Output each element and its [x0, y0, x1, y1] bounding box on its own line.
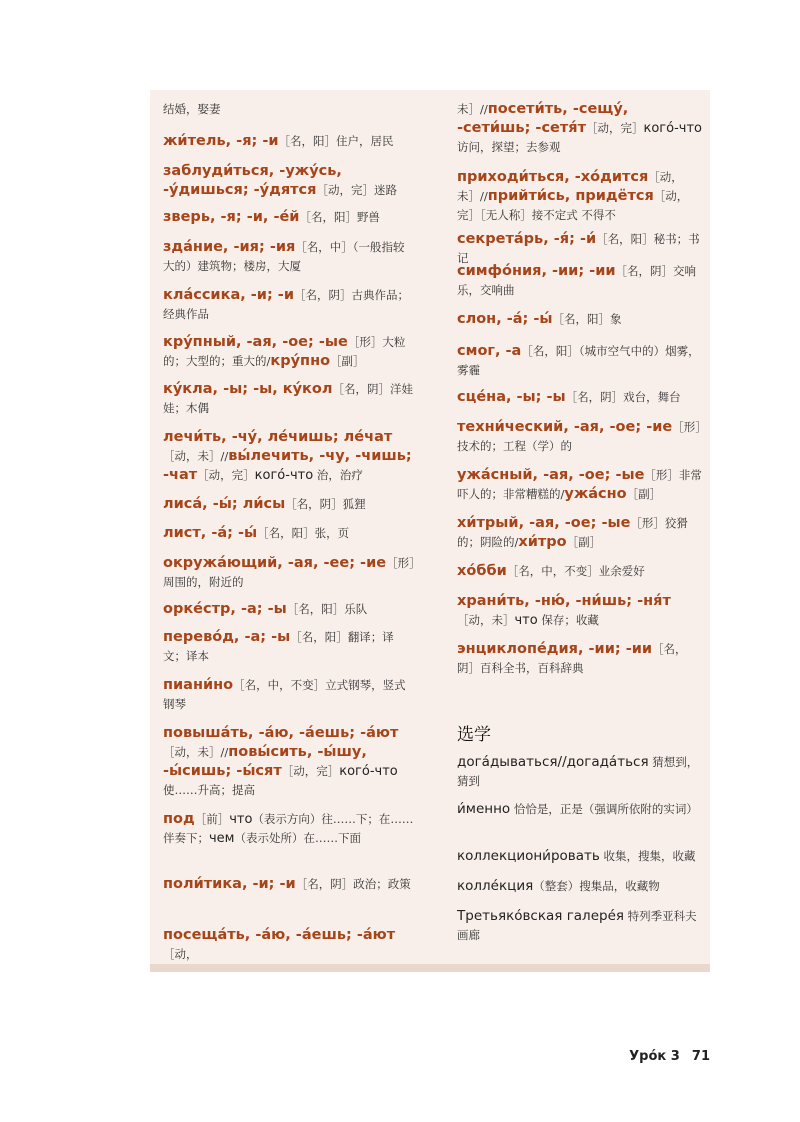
chinese-gloss: ［形］大粒的；大型的；重大的/ — [163, 335, 406, 368]
chinese-gloss: ［名，阳］翻译；译文；译本 — [163, 630, 394, 663]
headword: повыша́ть, -а́ю, -а́ешь; -а́ют — [163, 725, 399, 741]
elective-item — [457, 907, 702, 945]
vocab-entry — [163, 554, 416, 592]
headword: ужа́сно — [564, 486, 627, 502]
vocab-entry — [163, 208, 416, 227]
vocab-entry — [163, 724, 416, 800]
headword: зверь, -я; -и, -е́й — [163, 209, 300, 225]
vocab-entry — [457, 514, 702, 552]
chinese-gloss: ［名，阴］狐狸 — [285, 497, 366, 511]
vocab-entry — [457, 418, 702, 456]
elective-russian-word: и́менно — [457, 801, 511, 817]
chinese-gloss: ［名，阳］住户，居民 — [278, 134, 394, 148]
elective-item — [457, 800, 702, 819]
headword: ужа́сный, -ая, -ое; -ые — [457, 467, 645, 483]
elective-item — [457, 847, 702, 866]
russian-government: кого́-что — [643, 121, 702, 136]
headword: посеща́ть, -а́ю, -а́ешь; -а́ют — [163, 927, 396, 943]
vocab-entry — [163, 100, 416, 119]
vocab-entry — [163, 810, 416, 848]
headword: лист, -а́; -ы́ — [163, 525, 258, 541]
chinese-gloss: 访问，探望；去参观 — [457, 140, 561, 154]
chinese-gloss: ［名，中，不变］业余爱好 — [506, 564, 645, 578]
page-number: 71 — [691, 1049, 710, 1064]
vocab-entry — [163, 238, 416, 276]
headword: повы́сить, -ы́шу, -ы́сишь; -ы́сят — [163, 744, 367, 779]
chinese-gloss: ［名，阳］野兽 — [299, 210, 380, 224]
headword: прийти́сь, придётся — [487, 188, 654, 204]
chinese-gloss: 治，治疗 — [313, 468, 363, 482]
chinese-gloss: ［形］非常吓人的；非常糟糕的/ — [457, 468, 702, 501]
elective-item — [457, 877, 702, 896]
headword: сце́на, -ы; -ы — [457, 389, 566, 405]
chinese-gloss: ［名，中，不变］立式钢琴，竖式钢琴 — [163, 678, 406, 711]
chinese-gloss: 未］// — [457, 102, 488, 116]
vocabulary-panel — [150, 90, 710, 972]
headword: симфо́ния, -ии; -ии — [457, 263, 616, 279]
chinese-gloss: ［名，中］（一般指较大的）建筑物；楼房，大厦 — [163, 240, 405, 273]
chinese-gloss: ［动，完］ — [197, 468, 255, 482]
headword: перево́д, -а; -ы — [163, 629, 291, 645]
chinese-gloss: ［动，未］// — [457, 170, 683, 203]
headword: хи́тро — [518, 534, 567, 550]
headword: лиса́, -ы́; ли́сы — [163, 496, 286, 512]
elective-russian-word: Третьяко́вская галере́я — [457, 908, 624, 924]
vocab-entry — [163, 676, 416, 714]
chinese-gloss: 使……升高；提高 — [163, 783, 255, 797]
russian-government: чем — [209, 831, 235, 846]
lesson-label: Уро́к 3 — [629, 1049, 680, 1064]
headword: энциклопе́дия, -ии; -ии — [457, 641, 653, 657]
vocab-entry — [163, 524, 416, 543]
headword: поли́тика, -и; -и — [163, 876, 296, 892]
vocab-entry — [163, 495, 416, 514]
headword: под — [163, 811, 195, 827]
chinese-gloss: 保存；收藏 — [537, 613, 599, 627]
chinese-gloss: ［副］ — [330, 354, 365, 368]
chinese-gloss: （表示方向）往……下；在……伴奏下； — [163, 812, 414, 845]
headword: ку́кла, -ы; -ы, ку́кол — [163, 381, 333, 397]
vocab-entry — [163, 380, 416, 418]
vocab-entry — [163, 600, 416, 619]
headword: орке́стр, -а; -ы — [163, 601, 287, 617]
elective-russian-word: колле́кция — [457, 878, 534, 894]
headword: смог, -а — [457, 343, 522, 359]
chinese-gloss: ［副］ — [566, 535, 602, 549]
chinese-gloss: ［名，阴］政治；政策 — [295, 877, 411, 891]
headword: лечи́ть, -чу́, ле́чишь; ле́чат — [163, 429, 393, 445]
chinese-gloss: ［名，阴］古典作品；经典作品 — [163, 288, 409, 321]
headword: кру́пно — [270, 353, 331, 369]
chinese-gloss: ［形］技术的；工程（学）的 — [457, 420, 701, 453]
headword: окружа́ющий, -ая, -ее; -ие — [163, 555, 387, 571]
headword: техни́ческий, -ая, -ое; -ие — [457, 419, 673, 435]
vocab-entry — [457, 466, 702, 504]
chinese-gloss: ［动，未］ — [457, 613, 515, 627]
russian-government: что — [229, 812, 253, 827]
headword: кру́пный, -ая, -ое; -ые — [163, 334, 348, 350]
russian-government: кого́-что — [254, 468, 314, 483]
elective-chinese-gloss: 特列季亚科夫画廊 — [457, 909, 697, 942]
chinese-gloss: ［名，阴］百科全书，百科辞典 — [457, 642, 687, 675]
chinese-gloss: ［动，完］ — [281, 764, 340, 778]
elective-chinese-gloss: 恰恰是，正是（强调所依附的实词） — [510, 802, 698, 816]
vocab-entry — [163, 428, 416, 485]
chinese-gloss: ［动，完］［无人称］接不定式 不得不 — [457, 189, 689, 222]
chinese-gloss: ［名，阳］象 — [552, 312, 622, 326]
headword: хо́бби — [457, 563, 507, 579]
headword: хи́трый, -ая, -ое; -ые — [457, 515, 631, 531]
vocab-entry — [163, 132, 416, 151]
headword: храни́ть, -ню́, -ни́шь; -ня́т — [457, 593, 671, 609]
headword: приходи́ться, -хо́дится — [457, 169, 649, 185]
chinese-gloss: ［名，阴］洋娃娃；木偶 — [163, 382, 413, 415]
chinese-gloss: ［形］周围的，附近的 — [163, 556, 415, 589]
chinese-gloss: ［副］ — [626, 487, 662, 501]
vocab-entry — [457, 562, 702, 581]
chinese-gloss: ［名，阳］张，页 — [257, 526, 350, 540]
russian-government: что — [514, 613, 538, 628]
vocab-entry — [163, 875, 416, 894]
headword: зда́ние, -ия; -ия — [163, 239, 296, 255]
vocab-entry — [457, 310, 702, 329]
vocab-entry — [163, 926, 416, 964]
elective-section-title: 选学 — [457, 725, 491, 745]
chinese-gloss: 结婚，娶妻 — [163, 102, 221, 116]
elective-chinese-gloss: （整套）搜集品，收藏物 — [533, 879, 660, 893]
headword: кла́ссика, -и; -и — [163, 287, 294, 303]
chinese-gloss: ［动， — [163, 947, 198, 961]
chinese-gloss: ［动，未］// — [163, 745, 229, 759]
chinese-gloss: ［前］ — [194, 812, 230, 826]
vocab-entry — [457, 592, 702, 630]
chinese-gloss: ［名，阳］乐队 — [286, 602, 368, 616]
chinese-gloss: ［名，阳］秘书；书记 — [457, 232, 700, 265]
chinese-gloss: ［形］狡猾的；阴险的/ — [457, 516, 688, 549]
headword: жи́тель, -я; -и — [163, 133, 279, 149]
elective-russian-word: дога́дываться//догада́ться — [457, 754, 649, 770]
chinese-gloss: （表示处所）在……下面 — [234, 831, 361, 845]
vocab-entry — [163, 628, 416, 666]
headword: посети́ть, -сещу́, -сети́шь; -сетя́т — [457, 101, 629, 136]
vocab-entry — [163, 286, 416, 324]
vocab-entry — [163, 162, 416, 200]
russian-government: кого́-что — [339, 764, 398, 779]
elective-chinese-gloss: 猜想到，猜到 — [457, 755, 699, 788]
headword: слон, -а́; -ы́ — [457, 311, 553, 327]
elective-item — [457, 753, 702, 791]
headword: пиани́но — [163, 677, 234, 693]
vocab-entry — [457, 262, 702, 300]
chinese-gloss: ［名，阴］交响乐，交响曲 — [457, 264, 697, 297]
vocab-entry — [163, 333, 416, 371]
chinese-gloss: ［名，阴］戏台，舞台 — [565, 390, 681, 404]
elective-chinese-gloss: 收集，搜集，收藏 — [599, 849, 696, 863]
chinese-gloss: ［动，完］ — [586, 121, 644, 135]
elective-russian-word: коллекциони́ровать — [457, 848, 600, 864]
headword: вы́лечить, -чу, -чишь; -чат — [163, 448, 412, 483]
headword: заблуди́ться, -ужу́сь, -у́дишься; -у́дятся — [163, 163, 342, 198]
panel-bottom-border — [150, 964, 710, 972]
vocab-entry — [457, 100, 702, 157]
headword: секрета́рь, -я́; -и́ — [457, 231, 597, 247]
vocab-entry — [457, 342, 702, 380]
chinese-gloss: ［动，完］迷路 — [316, 183, 397, 197]
vocab-entry — [457, 168, 702, 225]
page-footer — [629, 1049, 710, 1064]
vocab-entry — [457, 388, 702, 407]
chinese-gloss: ［动，未］// — [163, 449, 229, 463]
chinese-gloss: ［名，阳］（城市空气中的）烟雾，雾霾 — [457, 344, 700, 377]
vocab-entry — [457, 640, 702, 678]
